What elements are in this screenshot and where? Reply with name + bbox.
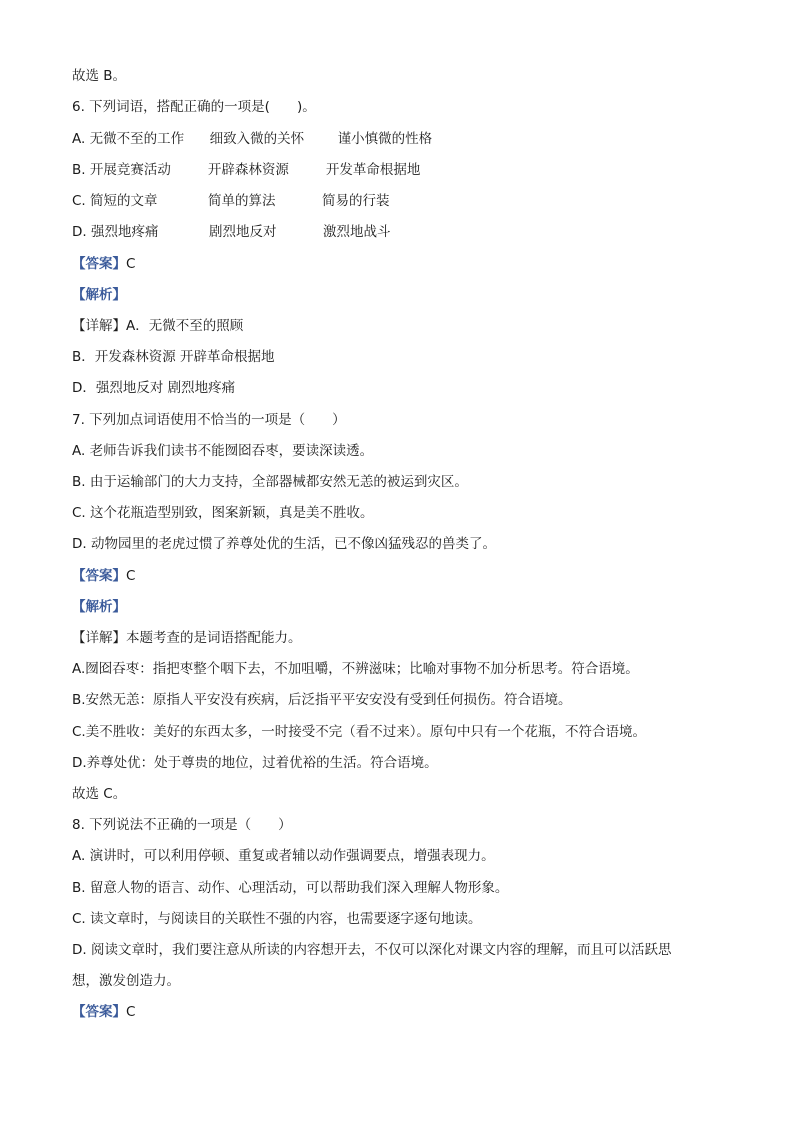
analysis-tag: 【解析】 [72, 599, 126, 615]
question-7-answer: 【答案】C [72, 568, 136, 584]
answer-tag: 【答案】 [72, 1004, 126, 1020]
question-7-option-d: D. 动物园里的老虎过惯了养尊处优的生活，已不像凶猛残忍的兽类了。 [72, 536, 496, 552]
question-7-option-a: A. 老师告诉我们读书不能囫囵吞枣，要读深读透。 [72, 443, 374, 459]
question-7-detail-b: B.安然无恙：原指人平安没有疾病，后泛指平平安安没有受到任何损伤。符合语境。 [72, 692, 572, 708]
question-8-stem: 8. 下列说法不正确的一项是（ ） [72, 817, 292, 833]
question-8-option-d-line1: D. 阅读文章时，我们要注意从所读的内容想开去，不仅可以深化对课文内容的理解，而且可以活跃思 [72, 942, 672, 958]
detail-tag: 【详解】 [72, 630, 126, 646]
answer-tag: 【答案】 [72, 256, 126, 272]
question-6-option-a: A. 无微不至的工作 细致入微的关怀 谨小慎微的性格 [72, 131, 433, 147]
conclusion-text: 故选 B。 [72, 68, 127, 84]
question-6-stem: 6. 下列词语，搭配正确的一项是( )。 [72, 99, 316, 115]
previous-conclusion [72, 66, 754, 86]
question-6-detail-a: 【详解】A．无微不至的照顾 [72, 318, 244, 334]
question-7-stem: 7. 下列加点词语使用不恰当的一项是（ ） [72, 412, 346, 428]
question-6-detail-b: B．开发森林资源 开辟革命根据地 [72, 349, 275, 365]
question-8-option-d-line2: 想，激发创造力。 [72, 973, 180, 989]
question-6-option-d: D. 强烈地疼痛 剧烈地反对 激烈地战斗 [72, 224, 391, 240]
detail-tag: 【详解】 [72, 318, 126, 334]
answer-tag: 【答案】 [72, 568, 126, 584]
question-7-option-b: B. 由于运输部门的大力支持，全部器械都安然无恙的被运到灾区。 [72, 474, 468, 490]
question-8-option-a: A. 演讲时，可以利用停顿、重复或者辅以动作强调要点，增强表现力。 [72, 848, 495, 864]
question-6-analysis-heading [72, 285, 754, 305]
question-7-option-c: C. 这个花瓶造型别致，图案新颖，真是美不胜收。 [72, 505, 374, 521]
question-8-option-b: B. 留意人物的语言、动作、心理活动，可以帮助我们深入理解人物形象。 [72, 880, 509, 896]
question-7-analysis-heading [72, 597, 754, 617]
analysis-tag: 【解析】 [72, 287, 126, 303]
question-8-option-c: C. 读文章时，与阅读目的关联性不强的内容，也需要逐字逐句地读。 [72, 911, 482, 927]
question-7-detail-c: C.美不胜收：美好的东西太多，一时接受不完（看不过来）。原句中只有一个花瓶，不符合语境。 [72, 724, 646, 740]
question-6-answer: 【答案】C [72, 256, 136, 272]
question-6-option-c: C. 简短的文章 简单的算法 简易的行装 [72, 193, 390, 209]
question-6-option-b: B. 开展竞赛活动 开辟森林资源 开发革命根据地 [72, 162, 421, 178]
question-7-detail-intro: 【详解】本题考查的是词语搭配能力。 [72, 630, 302, 646]
question-6-detail-d: D．强烈地反对 剧烈地疼痛 [72, 380, 236, 396]
question-7-detail-d: D.养尊处优：处于尊贵的地位，过着优裕的生活。符合语境。 [72, 755, 438, 771]
question-8-answer: 【答案】C [72, 1004, 136, 1020]
question-7-detail-a: A.囫囵吞枣：指把枣整个咽下去，不加咀嚼，不辨滋味；比喻对事物不加分析思考。符合语境。 [72, 661, 639, 677]
question-7-conclusion: 故选 C。 [72, 786, 127, 802]
